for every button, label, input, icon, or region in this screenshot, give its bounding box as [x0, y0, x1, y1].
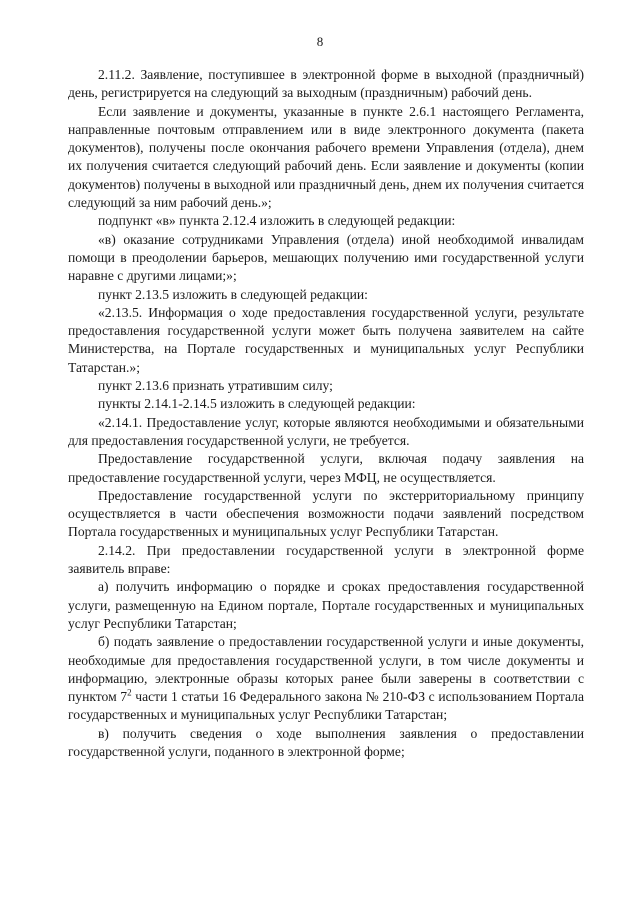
paragraph-2-13-5: «2.13.5. Информация о ходе предоставления государственной услуги, результате предоставления государственной услуги может быть получена заявителем на сайте Министерства, на Портале государственных и муниципальных услуг Республики Татарстан.»;: [68, 304, 584, 375]
paragraph-amend-2-14: пункты 2.14.1-2.14.5 изложить в следующей редакции:: [98, 396, 416, 412]
paragraph-2-14-1: «2.14.1. Предоставление услуг, которые являются необходимыми и обязательными для предоставления государственной услуги, не требуется.: [68, 414, 584, 448]
paragraph-item-a: а) получить информацию о порядке и сроках предоставления государственной услуги, размещенную на Едином портале, Портале государственных и муниципальных услуг Республики Татарстан;: [68, 579, 584, 631]
paragraph-item-b: [68, 633, 584, 724]
page-number: 8: [316, 34, 324, 49]
paragraph-subitem-v-assistance: «в) оказание сотрудниками Управления (отдела) иной необходимой инвалидам помощи в преодолении барьеров, мешающих получению ими государственной услуги наравне с другими лицами;»;: [68, 231, 584, 284]
item-b-superscript: 2: [127, 687, 132, 698]
paragraph-mfc: Предоставление государственной услуги, включая подачу заявления на предоставление государственной услуги, через МФЦ, не осуществляется.: [68, 451, 584, 485]
paragraph-amend-2-12-4: подпункт «в» пункта 2.12.4 изложить в следующей редакции:: [98, 213, 456, 229]
paragraph-2-11-2: 2.11.2. Заявление, поступившее в электронной форме в выходной (праздничный) день, регистрируется на следующий за выходным (праздничным) рабочий день.: [68, 67, 584, 101]
paragraph-extraterritorial: Предоставление государственной услуги по экстерриториальному принципу осуществляется в части обеспечения возможности подачи заявлений посредством Портала государственных и муниципальных услуг Республики Татарстан.: [68, 487, 584, 540]
paragraph-item-v: в) получить сведения о ходе выполнения заявления о предоставлении государственной услуги, поданного в электронной форме;: [68, 725, 584, 759]
paragraph-2-13-6-repealed: пункт 2.13.6 признать утратившим силу;: [98, 378, 333, 394]
document-body: [68, 66, 584, 761]
paragraph-documents-receipt: Если заявление и документы, указанные в пункте 2.6.1 настоящего Регламента, направленные почтовым отправлением или в виде электронного документа (пакета документов), получены после окончания рабочего времени Управления (отдела), днем их получения считается следующий рабочий день. Если заявление и документы (копии документов) получены в выходной или праздничный день, днем их получения считается следующий за ним рабочий день.»;: [68, 103, 584, 211]
paragraph-amend-2-13-5: пункт 2.13.5 изложить в следующей редакции:: [98, 286, 368, 302]
item-b-text-start: б) подать заявление о предоставлении государственной услуги и иные документы, необходимые для предоставления государственной услуги, в том числе документы и информацию, электронные образы которых ранее были заверены в соответствии с пунктом 7: [68, 634, 584, 705]
paragraph-2-14-2: 2.14.2. При предоставлении государственной услуги в электронной форме заявитель вправе:: [68, 542, 584, 577]
item-b-text-end: части 1 статьи 16 Федерального закона № 210-ФЗ с использованием Портала государственных и муниципальных услуг Республики Татарстан;: [68, 689, 584, 723]
